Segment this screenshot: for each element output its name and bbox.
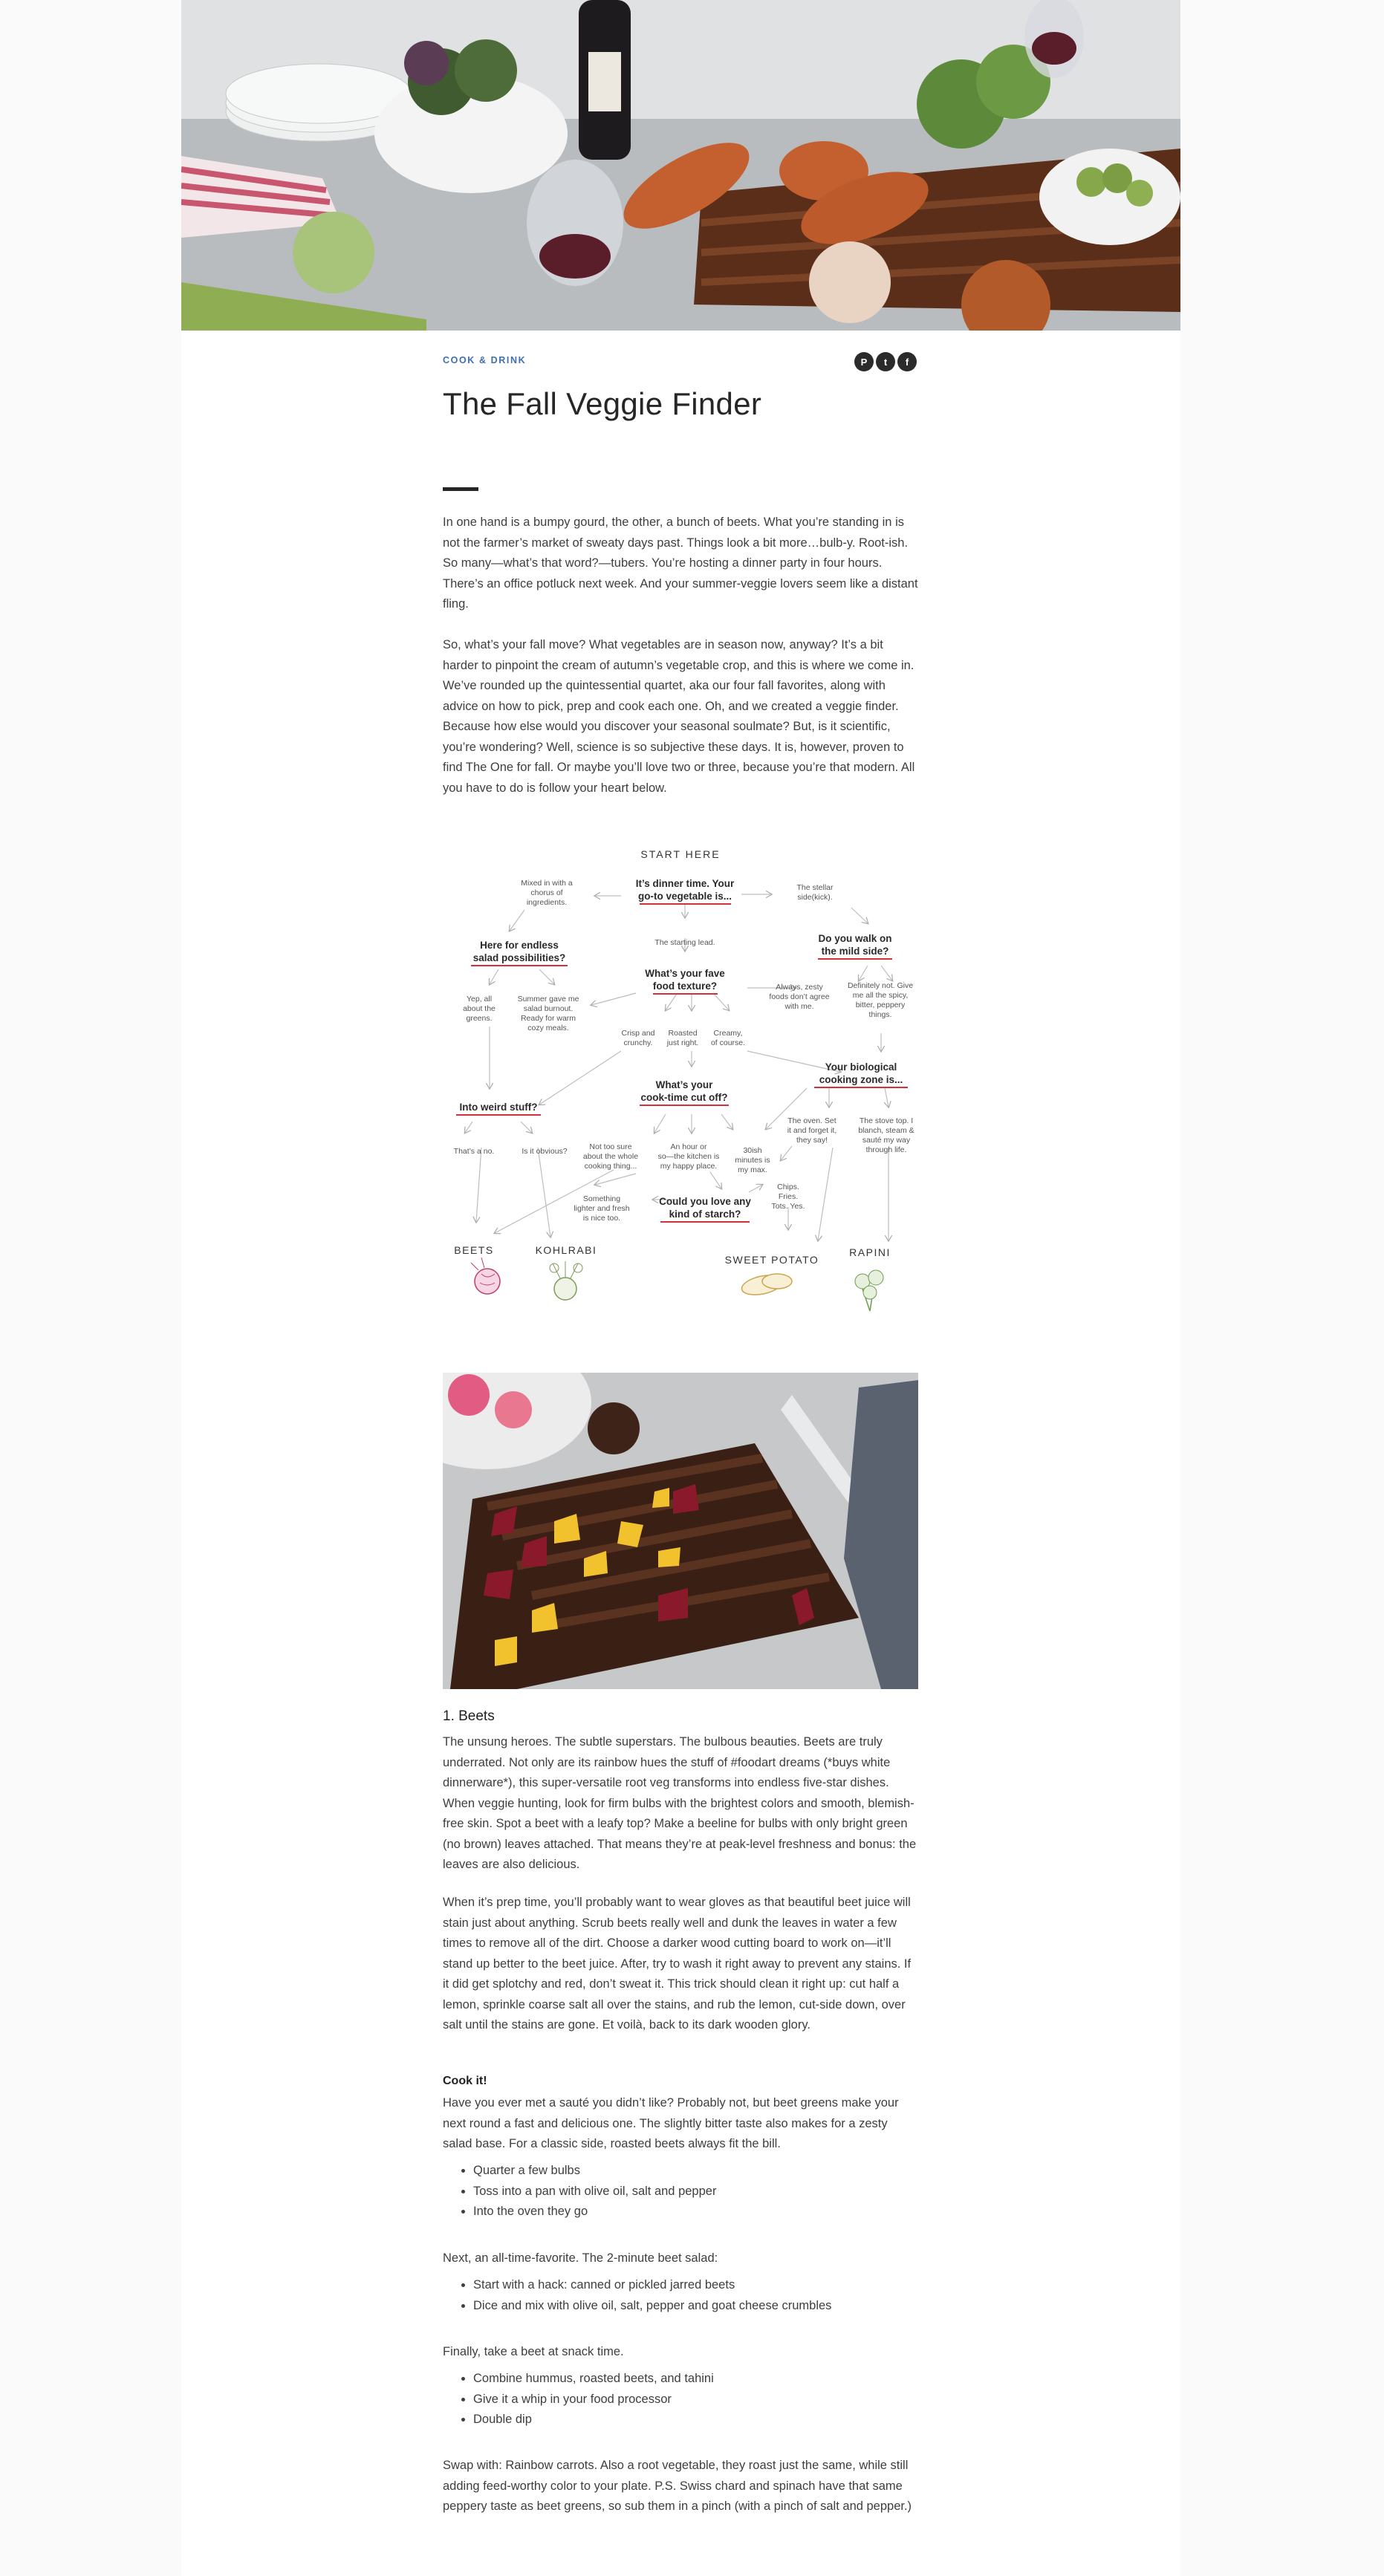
flow-a-mixed-2: chorus of [530,888,563,897]
beets-paragraph-4: Next, an all-time-favorite. The 2-minute beet salad: [443,2251,718,2265]
flow-a-stovetop-2: blanch, steam & [858,1126,914,1135]
flow-a-no: That’s a no. [453,1147,495,1156]
flow-q-mild-1: Do you walk on [818,933,892,944]
list-item: • Double dip [473,2410,919,2430]
list-item: • Into the oven they go [473,2202,919,2222]
flow-a-lighter-3: is nice too. [582,1214,621,1223]
flow-q-dinner-1: It’s dinner time. Your [635,878,735,889]
flow-q-salad-1: Here for endless [480,940,559,951]
flow-a-lighter-2: lighter and fresh [574,1204,630,1213]
flow-a-roasted-1: Roasted [668,1029,698,1038]
flow-a-chips-1: Chips. [777,1183,799,1191]
kohlrabi-drawing [550,1261,582,1300]
flow-q-cooktime-2: cook-time cut off? [640,1092,728,1103]
pinterest-icon[interactable]: P [854,352,874,371]
hero-image [181,0,1180,331]
flow-a-yep-3: greens. [466,1014,493,1023]
list-item: • Dice and mix with olive oil, salt, pepper and goat cheese crumbles [473,2296,919,2317]
flow-a-30ish-3: my max. [738,1165,767,1174]
flow-a-stovetop-1: The stove top. I [859,1116,914,1125]
twitter-icon[interactable]: t [876,352,895,371]
flow-a-summer-4: cozy meals. [527,1024,569,1032]
flow-q-zone-2: cooking zone is... [819,1074,903,1085]
beets-paragraph-3: Have you ever met a sauté you didn’t like? Probably not, but beet greens make your next round a fast and delicious one. The slightly bitter taste also makes for a zesty salad base. For a classic side, roasted beets always fit the bill. [443,2096,899,2150]
list-item: • Start with a hack: canned or pickled jarred beets [473,2275,919,2296]
flow-a-stellar-2: side(kick). [797,893,833,902]
beet-snack-list [443,2369,919,2430]
beets-paragraph-1: The unsung heroes. The subtle superstars. The bulbous beauties. Beets are truly underrated. Not only are its rainbow hues the stuff of #foodart dreams (*buys white dinnerware*), this super-versatile root veg transforms into endless five-star dishes. When veggie hunting, look for firm bulbs with the brightest colors and smooth, blemish-free skin. Spot a beet with a leafy top? Make a beeline for bulbs with only bright green (no brown) leaves attached. That means they’re at peak-level freshness and bonus: the leaves are also delicious. [443,1735,917,1871]
flow-a-oven-2: it and forget it, [787,1126,837,1135]
flow-a-definitely-1: Definitely not. Give [847,981,914,990]
flow-a-yep-1: Yep, all [466,995,493,1004]
flow-a-zesty-1: Always, zesty [776,983,823,992]
roasted-beets-list [443,2161,919,2222]
intro-paragraph-2: So, what’s your fall move? What vegetables are in season now, anyway? It’s a bit harder to pinpoint the cream of autumn’s vegetable crop, and this is where we come in. We’ve rounded up the quintessential quartet, aka our four fall favorites, along with advice on how to pick, prep and cook each one. Oh, and we created a veggie finder. Because how else would you discover your seasonal soulmate? But, is it scientific, you’re wondering? Well, science is so subjective these days. It is, however, proven to find The One for fall. Or maybe you’ll love two or three, because you’re that modern. All you have to do is follow your heart below. [443,638,915,795]
flow-q-texture-1: What’s your fave [645,968,725,979]
title-divider [443,487,478,491]
section-heading-beets: 1. Beets [443,1708,495,1724]
beets-photo-illustration [443,1373,918,1689]
flow-result-rapini: RAPINI [849,1246,891,1258]
beet-salad-list [443,2275,919,2316]
flow-a-obvious: Is it obvious? [522,1147,568,1156]
flow-a-summer-1: Summer gave me [517,995,579,1004]
flow-a-lighter-1: Something [582,1194,621,1203]
list-item: • Give it a whip in your food processor [473,2390,919,2410]
flow-result-sweet-potato: SWEET POTATO [724,1254,819,1266]
rapini-drawing [855,1270,883,1311]
flow-a-starting: The starting lead. [654,938,715,947]
flow-a-crisp-2: crunchy. [623,1038,653,1047]
flow-a-summer-3: Ready for warm [520,1014,576,1023]
flow-a-definitely-4: things. [868,1010,892,1019]
flow-a-stovetop-4: through life. [865,1145,907,1154]
flow-a-mixed-3: ingredients. [526,898,568,907]
cook-it-heading: Cook it! [443,2075,487,2087]
flow-result-kohlrabi: KOHLRABI [535,1244,597,1256]
flow-a-30ish-2: minutes is [735,1156,770,1165]
flow-q-dinner-2: go-to vegetable is... [637,891,732,902]
flow-a-roasted-2: just right. [666,1038,699,1047]
flow-q-weird: Into weird stuff? [459,1102,538,1113]
veggie-finder-flowchart [443,836,918,1326]
flow-a-definitely-2: me all the spicy, [852,991,909,1000]
flow-q-texture-2: food texture? [652,980,718,992]
flow-start: START HERE [640,848,721,860]
list-item: • Toss into a pan with olive oil, salt and pepper [473,2182,919,2202]
flow-result-beets: BEETS [454,1244,494,1256]
article-title: The Fall Veggie Finder [443,386,762,421]
flow-a-chips-2: Fries. [778,1192,799,1201]
flow-a-chips-3: Tots. Yes. [771,1202,805,1211]
list-item: • Combine hummus, roasted beets, and tahini [473,2369,919,2390]
flow-q-cooktime-1: What’s your [655,1079,713,1090]
flow-a-yep-2: about the [463,1004,496,1013]
flow-a-hour-2: so—the kitchen is [657,1152,720,1161]
facebook-icon[interactable]: f [897,352,917,371]
flow-q-mild-2: the mild side? [821,946,889,957]
flow-a-creamy-1: Creamy, [713,1029,743,1038]
flow-a-creamy-2: of course. [710,1038,746,1047]
share-buttons [854,352,917,371]
beets-photo [443,1373,918,1689]
flow-a-mixed-1: Mixed in with a [521,879,573,888]
flow-q-zone-1: Your biological [825,1061,897,1073]
flow-a-stovetop-3: sauté my way [862,1136,911,1145]
flow-a-notsosure-2: about the whole [582,1152,639,1161]
article-page [181,0,1180,2576]
flow-a-zesty-2: foods don’t agree [769,992,830,1001]
beets-paragraph-5: Finally, take a beet at snack time. [443,2345,624,2358]
flow-a-stellar-1: The stellar [796,883,834,892]
flow-a-notsosure-1: Not too sure [589,1142,632,1151]
beets-paragraph-6: Swap with: Rainbow carrots. Also a root vegetable, they roast just the same, while still adding feed-worthy color to your plate. P.S. Swiss chard and spinach have that same peppery taste as beet greens, so sub them in a pinch (with a pinch of salt and pepper.) [443,2459,912,2513]
category-kicker[interactable]: COOK & DRINK [443,355,527,365]
flow-a-crisp-1: Crisp and [621,1029,655,1038]
beet-drawing [471,1258,500,1294]
flow-q-starch-2: kind of starch? [669,1209,741,1220]
beets-paragraph-2: When it’s prep time, you’ll probably want to wear gloves as that beautiful beet juice will stain just about anything. Scrub beets really well and dunk the leaves in water a few times to remove all of the dirt. Choose a darker wood cutting board to work on—it’ll stand up better to the beet juice. After, try to wash it right away to prevent any stains. If it did get splotchy and red, don’t sweat it. This trick should clean it right up: cut half a lemon, sprinkle coarse salt all over the stains, and rub the lemon, cut-side down, over salt until the stains are gone. Et voilà, back to its dark wooden glory. [443,1896,912,2032]
flow-a-oven-3: they say! [796,1136,828,1145]
flow-q-salad-2: salad possibilities? [472,952,566,963]
flow-a-hour-3: my happy place. [660,1162,718,1171]
flow-a-definitely-3: bitter, peppery [855,1001,906,1009]
list-item: • Quarter a few bulbs [473,2161,919,2182]
intro-paragraph-1: In one hand is a bumpy gourd, the other, a bunch of beets. What you’re standing in is not the farmer’s market of sweaty days past. Things look a bit more…bulb-y. Root-ish. So many—what’s that word?—tubers. You’re hosting a dinner party in four hours. There’s an office potluck next week. And your summer-veggie lovers seem like a distant fling. [443,515,918,611]
flow-q-starch-1: Could you love any [659,1196,751,1207]
flowchart-svg [443,836,918,1326]
flow-a-zesty-3: with me. [784,1002,814,1011]
hero-illustration [181,0,1180,331]
flow-a-summer-2: salad burnout. [523,1004,574,1013]
flow-a-notsosure-3: cooking thing... [584,1162,637,1171]
sweet-potato-drawing [740,1272,792,1298]
flow-a-30ish-1: 30ish [743,1146,762,1155]
flow-a-hour-1: An hour or [670,1142,707,1151]
flow-a-oven-1: The oven. Set [787,1116,836,1125]
